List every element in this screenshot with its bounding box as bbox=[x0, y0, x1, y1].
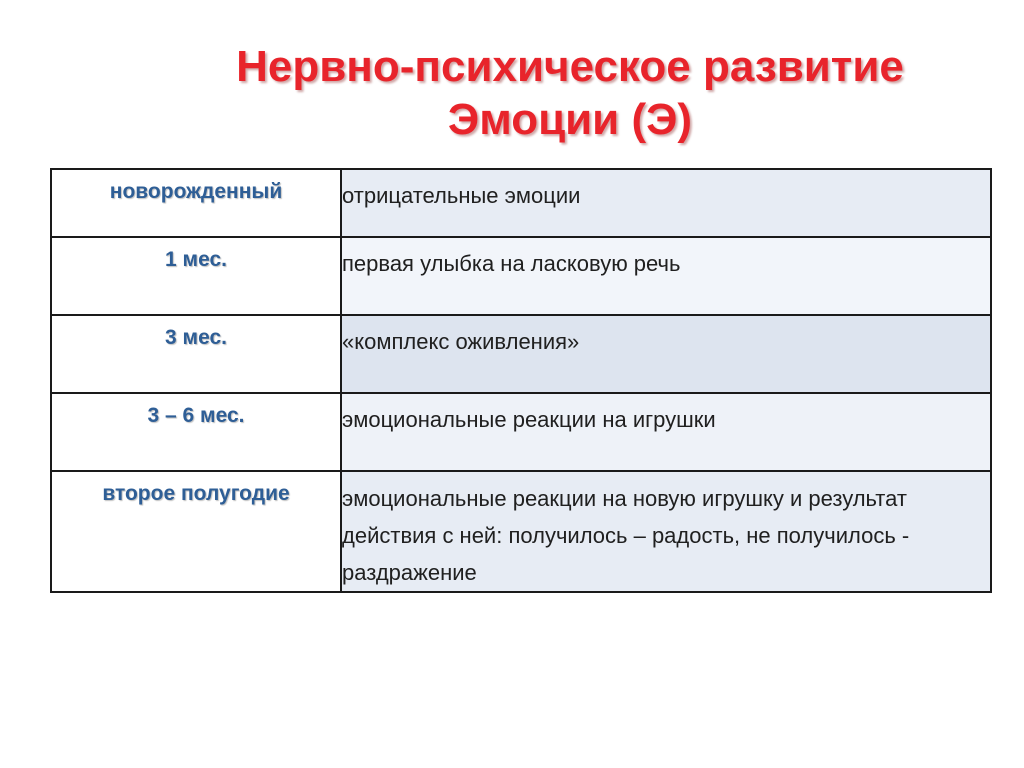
description-text: эмоциональные реакции на новую игрушку и результат действия с ней: получилось – радость, не получилось - раздражение bbox=[342, 486, 910, 585]
age-label: 3 – 6 мес. bbox=[147, 404, 245, 427]
page-title bbox=[150, 40, 990, 146]
age-label: 1 мес. bbox=[165, 248, 227, 271]
description-text: первая улыбка на ласковую речь bbox=[342, 251, 681, 276]
description-cell bbox=[341, 237, 991, 315]
age-cell bbox=[51, 471, 341, 592]
emotions-table bbox=[50, 168, 992, 593]
age-label: новорожденный bbox=[109, 180, 283, 203]
description-cell bbox=[341, 393, 991, 471]
description-text: отрицательные эмоции bbox=[342, 183, 581, 208]
age-cell bbox=[51, 169, 341, 237]
age-cell bbox=[51, 393, 341, 471]
description-text: эмоциональные реакции на игрушки bbox=[342, 407, 716, 432]
age-label: 3 мес. bbox=[165, 326, 227, 349]
table-row bbox=[51, 471, 991, 592]
table-row bbox=[51, 237, 991, 315]
description-cell bbox=[341, 315, 991, 393]
title-line-2: Эмоции (Э) bbox=[447, 95, 693, 144]
table-row bbox=[51, 169, 991, 237]
description-cell bbox=[341, 169, 991, 237]
description-cell bbox=[341, 471, 991, 592]
description-text: «комплекс оживления» bbox=[342, 329, 580, 354]
title-line-1: Нервно-психическое развитие bbox=[236, 42, 904, 91]
age-label: второе полугодие bbox=[102, 482, 290, 505]
table-row bbox=[51, 393, 991, 471]
age-cell bbox=[51, 237, 341, 315]
table-row bbox=[51, 315, 991, 393]
age-cell bbox=[51, 315, 341, 393]
